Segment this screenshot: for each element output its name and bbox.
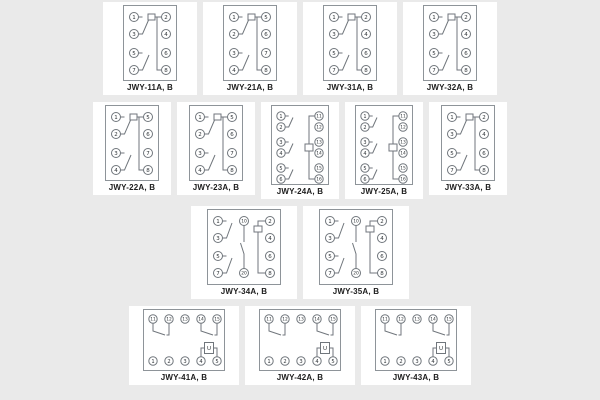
- wire: [153, 323, 169, 335]
- terminal-number: 4: [431, 358, 435, 365]
- terminal-number: 7: [432, 68, 436, 74]
- wire: [201, 323, 217, 335]
- wiring-diagram: [423, 5, 477, 81]
- terminal-number: 1: [279, 113, 283, 120]
- coil-label: U: [438, 346, 444, 352]
- terminal-number: 6: [364, 51, 368, 57]
- wire: [357, 17, 362, 70]
- terminal-number: 3: [332, 32, 336, 38]
- diagram-label: JWY-34A, B: [220, 287, 268, 296]
- terminal-number: 8: [264, 68, 268, 74]
- terminal-number: 1: [151, 358, 155, 365]
- coil: [254, 226, 262, 232]
- wire: [457, 153, 468, 170]
- terminal-number: 14: [314, 317, 320, 323]
- wire: [139, 53, 150, 70]
- wire: [369, 116, 377, 127]
- diagram-label: JWY-42A, B: [276, 373, 324, 382]
- terminal-number: 4: [232, 68, 236, 74]
- terminal-number: 6: [363, 176, 367, 183]
- wire: [139, 17, 150, 34]
- terminal-number: 20: [353, 271, 359, 277]
- terminal-number: 2: [363, 124, 367, 131]
- terminal-number: 12: [166, 317, 172, 323]
- relay-diagram-jwy-34a: [191, 206, 297, 299]
- terminal-number: 8: [464, 68, 468, 74]
- terminal-number: 7: [230, 151, 234, 157]
- terminal-number: 8: [230, 168, 234, 174]
- coil: [466, 114, 473, 120]
- terminal-number: 1: [216, 219, 220, 225]
- terminal-number: 4: [268, 236, 272, 242]
- terminal-number: 12: [400, 125, 406, 131]
- terminal-number: 15: [316, 166, 322, 172]
- wire: [223, 256, 233, 273]
- coil: [348, 14, 355, 20]
- diagram-label: JWY-43A, B: [392, 373, 440, 382]
- terminal-number: 5: [363, 165, 367, 172]
- terminal-number: 1: [432, 15, 436, 21]
- terminal-number: 7: [146, 151, 150, 157]
- terminal-number: 3: [299, 358, 303, 365]
- terminal-number: 3: [132, 32, 136, 38]
- diagram-label: JWY-41A, B: [160, 373, 208, 382]
- terminal-number: 1: [232, 15, 236, 21]
- terminal-number: 6: [264, 32, 268, 38]
- wire: [223, 221, 233, 238]
- wiring-diagram: [223, 5, 277, 81]
- terminal-number: 12: [282, 317, 288, 323]
- wiring-diagram: [143, 309, 225, 371]
- coil-label: U: [322, 346, 328, 352]
- diagram-label: JWY-31A, B: [326, 83, 374, 92]
- terminal-number: 4: [279, 150, 283, 157]
- terminal-number: 8: [164, 68, 168, 74]
- terminal-number: 14: [400, 151, 406, 157]
- wire: [353, 226, 357, 269]
- wiring-diagram: [123, 5, 177, 81]
- wire: [121, 153, 132, 170]
- coil-label: U: [206, 346, 212, 352]
- diagram-label: JWY-35A, B: [332, 287, 380, 296]
- relay-diagram-jwy-24a: [261, 102, 339, 199]
- relay-diagram-jwy-33a: [429, 102, 507, 195]
- terminal-number: 12: [398, 317, 404, 323]
- diagram-label: JWY-23A, B: [192, 183, 240, 192]
- terminal-number: 2: [399, 358, 403, 365]
- terminal-number: 2: [268, 219, 272, 225]
- diagram-label: JWY-24A, B: [276, 187, 324, 196]
- terminal-number: 4: [164, 32, 168, 38]
- terminal-number: 2: [167, 358, 171, 365]
- terminal-number: 1: [114, 115, 118, 121]
- wire: [369, 168, 377, 179]
- terminal-number: 8: [364, 68, 368, 74]
- terminal-number: 4: [482, 132, 486, 138]
- terminal-number: 7: [450, 168, 454, 174]
- coil: [130, 114, 137, 120]
- terminal-number: 4: [198, 168, 202, 174]
- wiring-diagram: [375, 309, 457, 371]
- wire: [439, 53, 450, 70]
- terminal-number: 11: [382, 317, 388, 323]
- terminal-number: 2: [114, 132, 118, 138]
- relay-diagram-jwy-41a: [129, 306, 239, 385]
- terminal-number: 3: [450, 132, 454, 138]
- wire: [257, 17, 262, 70]
- terminal-number: 8: [146, 168, 150, 174]
- terminal-number: 2: [464, 15, 468, 21]
- wire: [269, 323, 285, 335]
- terminal-number: 1: [383, 358, 387, 365]
- terminal-number: 7: [332, 68, 336, 74]
- terminal-number: 2: [283, 358, 287, 365]
- wiring-diagram: [355, 105, 413, 185]
- relay-diagram-jwy-32a: [403, 2, 497, 95]
- terminal-number: 8: [268, 271, 272, 277]
- terminal-number: 8: [482, 168, 486, 174]
- terminal-number: 5: [230, 115, 234, 121]
- wiring-diagram: [441, 105, 495, 181]
- terminal-number: 2: [198, 132, 202, 138]
- wiring-diagram: [319, 209, 393, 285]
- terminal-number: 2: [364, 15, 368, 21]
- terminal-number: 3: [216, 236, 220, 242]
- coil: [305, 144, 313, 151]
- terminal-number: 10: [353, 219, 359, 225]
- terminal-number: 4: [114, 168, 118, 174]
- wire: [457, 117, 468, 134]
- wire: [285, 142, 293, 153]
- wiring-diagram: [207, 209, 281, 285]
- wire: [339, 53, 350, 70]
- terminal-number: 15: [330, 317, 336, 323]
- diagram-label: JWY-11A, B: [126, 83, 173, 92]
- terminal-number: 7: [328, 271, 332, 277]
- coil: [214, 114, 221, 120]
- diagram-label: JWY-25A, B: [360, 187, 408, 196]
- wiring-diagram: [323, 5, 377, 81]
- terminal-number: 15: [214, 317, 220, 323]
- terminal-number: 13: [316, 140, 322, 146]
- terminal-number: 5: [328, 254, 332, 260]
- terminal-number: 1: [198, 115, 202, 121]
- wiring-diagram: [105, 105, 159, 181]
- terminal-number: 15: [400, 166, 406, 172]
- terminal-number: 5: [215, 358, 219, 365]
- coil: [366, 226, 374, 232]
- terminal-number: 5: [332, 51, 336, 57]
- wire: [339, 17, 350, 34]
- relay-diagram-jwy-35a: [303, 206, 409, 299]
- terminal-number: 5: [447, 358, 451, 365]
- wiring-diagram: [189, 105, 243, 181]
- terminal-number: 15: [446, 317, 452, 323]
- terminal-number: 5: [146, 115, 150, 121]
- terminal-number: 10: [241, 219, 247, 225]
- diagram-row-2: [0, 102, 600, 199]
- terminal-number: 7: [264, 51, 268, 57]
- terminal-number: 5: [264, 15, 268, 21]
- relay-diagram-jwy-21a: [203, 2, 297, 95]
- terminal-number: 3: [363, 139, 367, 146]
- wire: [457, 17, 462, 70]
- terminal-number: 11: [150, 317, 156, 323]
- diagram-label: JWY-32A, B: [426, 83, 474, 92]
- terminal-number: 20: [241, 271, 247, 277]
- terminal-number: 3: [415, 358, 419, 365]
- terminal-number: 6: [464, 51, 468, 57]
- relay-diagram-jwy-31a: [303, 2, 397, 95]
- terminal-number: 2: [482, 115, 486, 121]
- terminal-number: 1: [328, 219, 332, 225]
- wire: [157, 17, 162, 70]
- terminal-number: 2: [232, 32, 236, 38]
- wire: [121, 117, 132, 134]
- wire: [241, 226, 245, 269]
- wire: [285, 168, 293, 179]
- terminal-number: 4: [315, 358, 319, 365]
- terminal-number: 4: [199, 358, 203, 365]
- terminal-number: 5: [331, 358, 335, 365]
- terminal-number: 5: [432, 51, 436, 57]
- wire: [285, 116, 293, 127]
- terminal-number: 14: [198, 317, 204, 323]
- terminal-number: 16: [316, 177, 322, 183]
- terminal-number: 11: [266, 317, 272, 323]
- wire: [433, 323, 449, 335]
- coil: [148, 14, 155, 20]
- wiring-diagram: [259, 309, 341, 371]
- diagram-label: JWY-33A, B: [444, 183, 492, 192]
- terminal-number: 3: [114, 151, 118, 157]
- terminal-number: 5: [216, 254, 220, 260]
- wire: [205, 153, 216, 170]
- terminal-number: 1: [132, 15, 136, 21]
- terminal-number: 1: [267, 358, 271, 365]
- wire: [369, 142, 377, 153]
- wire: [475, 117, 480, 170]
- terminal-number: 6: [230, 132, 234, 138]
- terminal-number: 6: [482, 151, 486, 157]
- wire: [205, 117, 216, 134]
- terminal-number: 4: [363, 150, 367, 157]
- wire: [317, 323, 333, 335]
- terminal-number: 13: [414, 317, 420, 323]
- terminal-number: 4: [464, 32, 468, 38]
- terminal-number: 3: [279, 139, 283, 146]
- wire: [335, 221, 345, 238]
- wire: [385, 323, 401, 335]
- terminal-number: 5: [450, 151, 454, 157]
- terminal-number: 1: [450, 115, 454, 121]
- relay-diagram-jwy-23a: [177, 102, 255, 195]
- wire: [239, 53, 250, 70]
- terminal-number: 16: [400, 177, 406, 183]
- terminal-number: 6: [279, 176, 283, 183]
- wire: [239, 17, 250, 34]
- terminal-number: 3: [183, 358, 187, 365]
- terminal-number: 1: [332, 15, 336, 21]
- terminal-number: 2: [380, 219, 384, 225]
- coil: [389, 144, 397, 151]
- terminal-number: 6: [146, 132, 150, 138]
- terminal-number: 14: [316, 151, 322, 157]
- wire: [335, 256, 345, 273]
- coil: [248, 14, 255, 20]
- wire: [139, 117, 144, 170]
- terminal-number: 6: [164, 51, 168, 57]
- coil: [448, 14, 455, 20]
- wire: [439, 17, 450, 34]
- terminal-number: 5: [132, 51, 136, 57]
- terminal-number: 6: [380, 254, 384, 260]
- wire: [223, 117, 228, 170]
- terminal-number: 3: [328, 236, 332, 242]
- terminal-number: 11: [316, 114, 322, 120]
- terminal-number: 13: [298, 317, 304, 323]
- terminal-number: 3: [232, 51, 236, 57]
- terminal-number: 7: [216, 271, 220, 277]
- terminal-number: 12: [316, 125, 322, 131]
- terminal-number: 14: [430, 317, 436, 323]
- relay-diagram-jwy-22a: [93, 102, 171, 195]
- terminal-number: 11: [400, 114, 406, 120]
- diagram-label: JWY-22A, B: [108, 183, 156, 192]
- diagram-row-4: [0, 306, 600, 385]
- terminal-number: 1: [363, 113, 367, 120]
- diagram-label: JWY-21A, B: [226, 83, 274, 92]
- relay-diagram-jwy-43a: [361, 306, 471, 385]
- terminal-number: 3: [198, 151, 202, 157]
- terminal-number: 4: [364, 32, 368, 38]
- diagram-row-1: [0, 2, 600, 95]
- terminal-number: 13: [400, 140, 406, 146]
- terminal-number: 5: [279, 165, 283, 172]
- terminal-number: 8: [380, 271, 384, 277]
- relay-diagram-jwy-42a: [245, 306, 355, 385]
- terminal-number: 2: [279, 124, 283, 131]
- terminal-number: 3: [432, 32, 436, 38]
- relay-diagram-jwy-25a: [345, 102, 423, 199]
- relay-diagram-jwy-11a: [103, 2, 197, 95]
- terminal-number: 13: [182, 317, 188, 323]
- terminal-number: 6: [268, 254, 272, 260]
- terminal-number: 4: [380, 236, 384, 242]
- wiring-diagram: [271, 105, 329, 185]
- terminal-number: 2: [164, 15, 168, 21]
- diagram-row-3: [0, 206, 600, 299]
- terminal-number: 7: [132, 68, 136, 74]
